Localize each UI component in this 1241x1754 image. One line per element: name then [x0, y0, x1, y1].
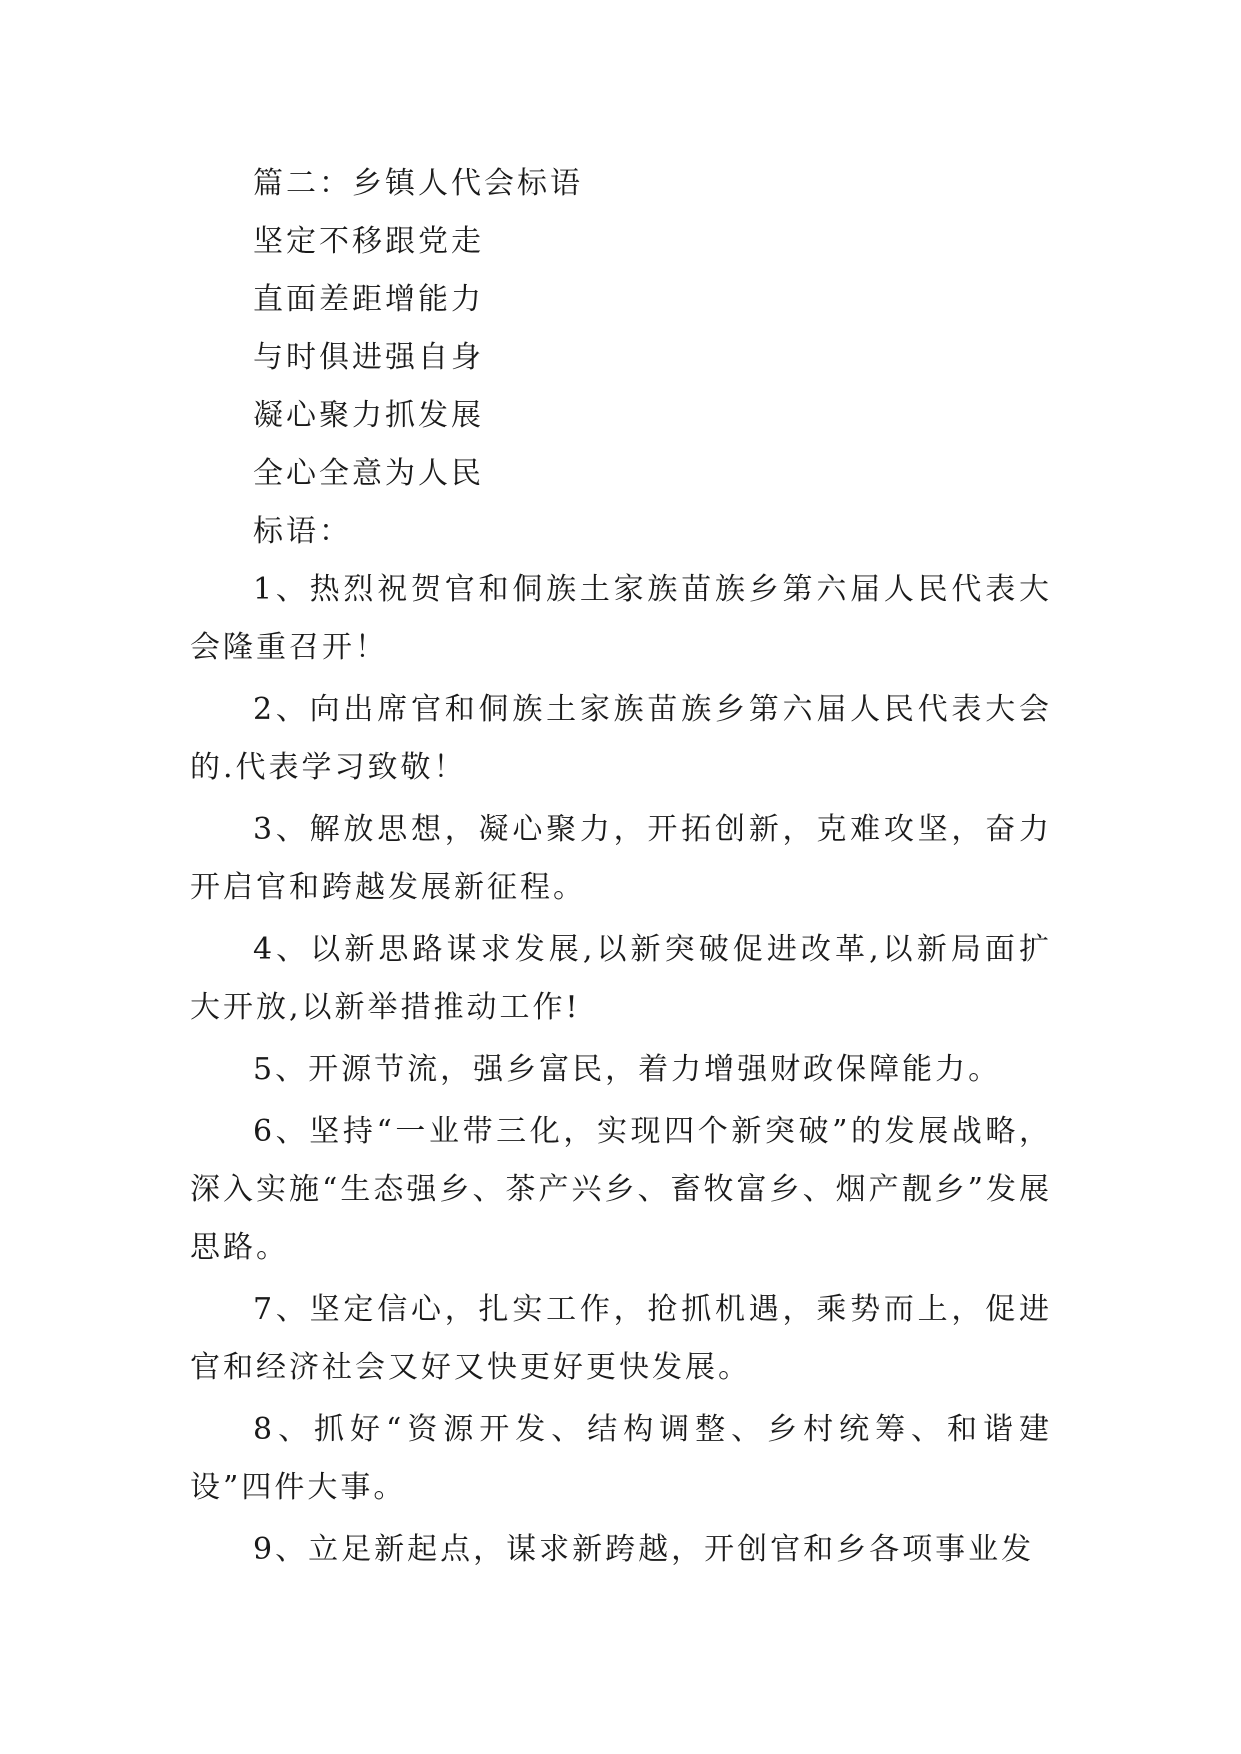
slogan-line: 凝心聚力抓发展	[253, 398, 484, 433]
slogan-paragraph: 2、向出席官和侗族土家族苗族乡第六届人民代表大会的.代表学习致敬！	[190, 692, 1052, 785]
slogan-paragraph: 7、坚定信心，扎实工作，抢抓机遇，乘势而上，促进官和经济社会又好又快更好更快发展。	[190, 1292, 1052, 1385]
section-heading: 篇二：乡镇人代会标语	[253, 166, 583, 201]
slogan-paragraph: 8、抓好“资源开发、结构调整、乡村统筹、和谐建设”四件大事。	[190, 1412, 1052, 1505]
section-label: 标语：	[253, 514, 352, 549]
slogan-paragraph: 5、开源节流，强乡富民，着力增强财政保障能力。	[253, 1052, 1002, 1087]
slogan-line: 坚定不移跟党走	[253, 224, 484, 259]
slogan-paragraph: 4、以新思路谋求发展,以新突破促进改革,以新局面扩大开放,以新举措推动工作!	[190, 932, 1052, 1025]
slogan-paragraph: 9、立足新起点，谋求新跨越，开创官和乡各项事业发	[253, 1532, 1035, 1567]
document-body	[190, 155, 1052, 1583]
slogan-line: 直面差距增能力	[253, 282, 484, 317]
slogan-paragraph: 3、解放思想，凝心聚力，开拓创新，克难攻坚，奋力开启官和跨越发展新征程。	[190, 812, 1052, 905]
slogan-line: 与时俱进强自身	[253, 340, 484, 375]
slogan-paragraph: 6、坚持“一业带三化，实现四个新突破”的发展战略，深入实施“生态强乡、茶产兴乡、畜牧富乡、烟产靓乡”发展思路。	[190, 1114, 1052, 1265]
slogan-paragraph: 1、热烈祝贺官和侗族土家族苗族乡第六届人民代表大会隆重召开！	[190, 572, 1052, 665]
slogan-line: 全心全意为人民	[253, 456, 484, 491]
